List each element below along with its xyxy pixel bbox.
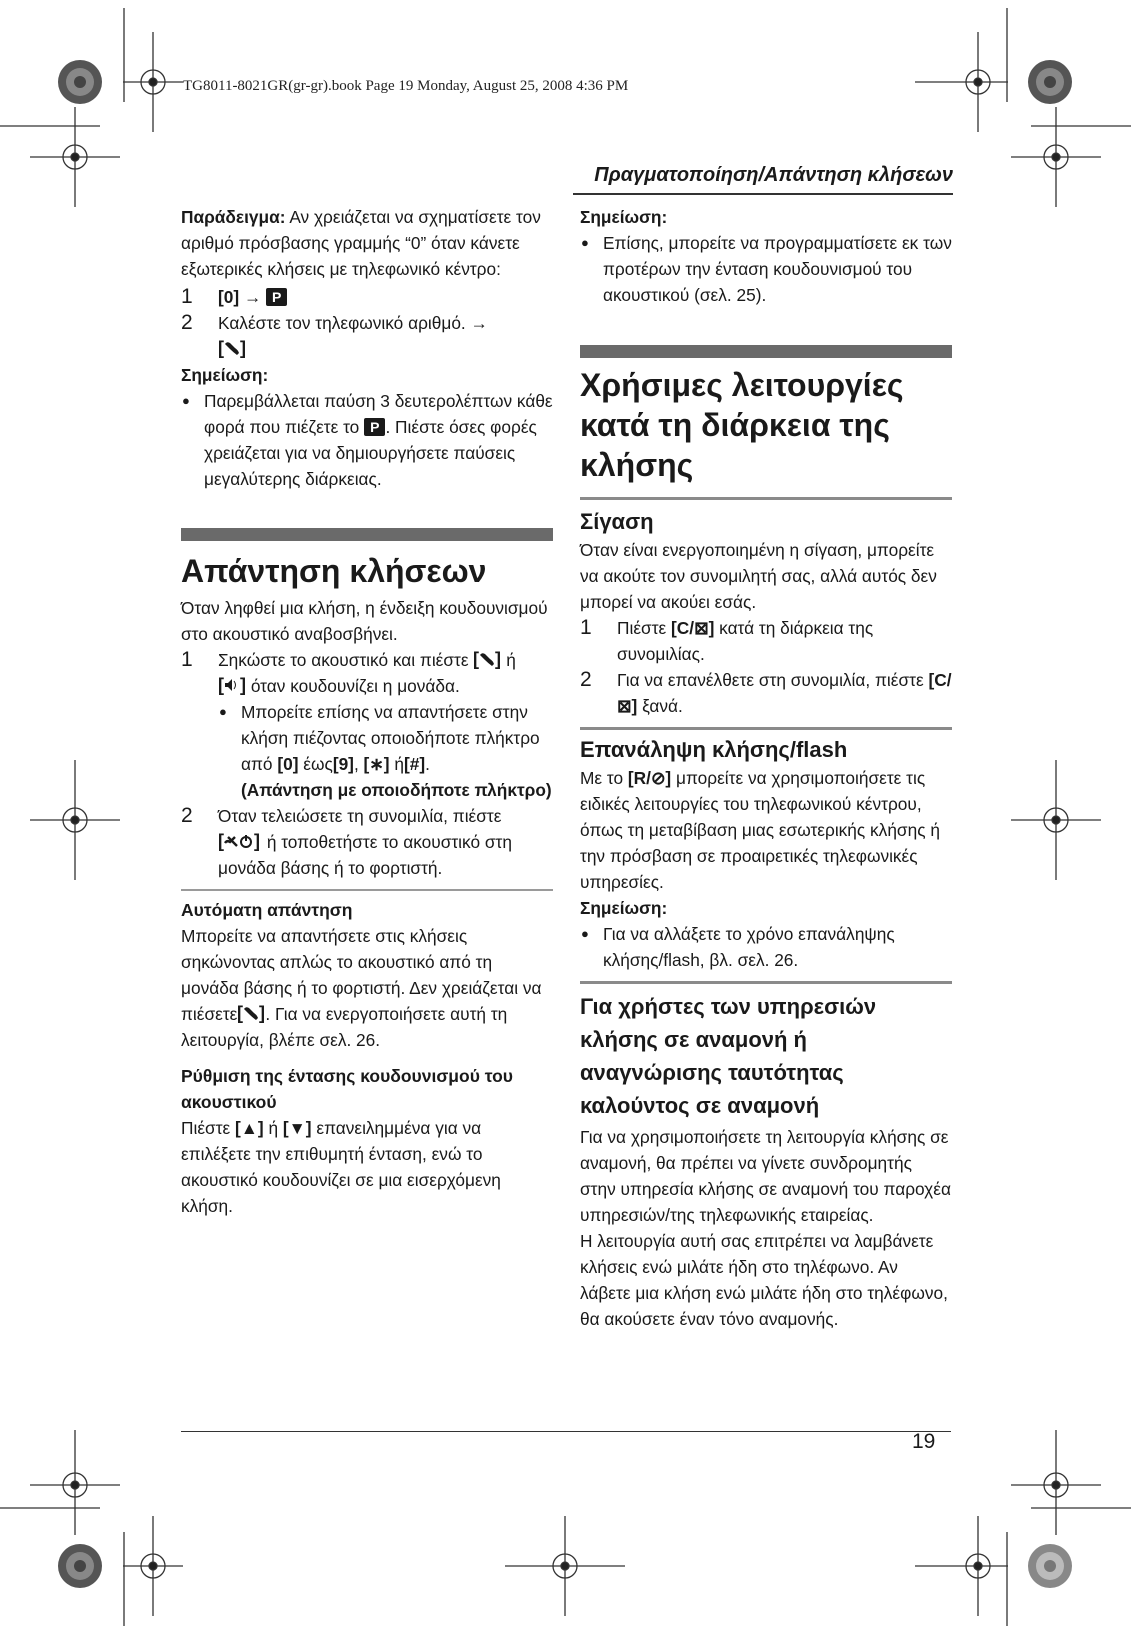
- step-text: Για να επανέλθετε στη συνομιλία, πιέστε: [617, 670, 924, 690]
- call-waiting-title: Για χρήστες των υπηρεσιών κλήσης σε αναμονή ή αναγνώρισης ταυτότητας καλούντος σε αναμονή: [580, 994, 877, 1118]
- section-bar: [181, 528, 553, 541]
- note-bullet: ● Για να αλλάξετε το χρόνο επανάληψης κλήσης/flash, βλ. σελ. 26.: [580, 921, 952, 973]
- crosshair-icon: [505, 1516, 625, 1616]
- speaker-key-icon: [218, 675, 246, 695]
- redial-text: [580, 765, 952, 895]
- auto-text: Μπορείτε να απαντήσετε στις κλήσεις σηκώνοντας απλώς το ακουστικό από τη μονάδα βάσης ή το φορτιστή. Δεν χρειάζεται να πιέσετε: [181, 926, 542, 1024]
- note-label: Σημείωση:: [580, 207, 668, 227]
- svg-text:]: ]: [240, 675, 246, 695]
- answer-step-2: [181, 803, 553, 881]
- any-key-answer-label: (Απάντηση με οποιοδήποτε πλήκτρο): [241, 780, 552, 800]
- note-label: Σημείωση:: [181, 365, 269, 385]
- svg-text:]: ]: [259, 1003, 266, 1023]
- talk-key-icon: [218, 338, 246, 358]
- step-text: Σηκώστε το ακουστικό και πιέστε: [218, 650, 469, 670]
- crosshair-icon: [1011, 760, 1101, 880]
- svg-text:[: [: [218, 831, 224, 851]
- key-star: [∗]: [363, 754, 390, 774]
- mute-intro: Όταν είναι ενεργοποιημένη η σίγαση, μπορείτε να ακούτε τον συνομιλητή σας, αλλά αυτός δεν μπορεί να ακούει εσάς.: [580, 540, 937, 612]
- svg-text:[: [: [218, 675, 224, 695]
- crosshair-icon: [123, 32, 183, 132]
- redial-text-a: Με το: [580, 768, 624, 788]
- example-label: Παράδειγμα:: [181, 207, 286, 227]
- crosshair-icon: [30, 760, 120, 880]
- section-header: Πραγματοποίηση/Απάντηση κλήσεων: [594, 164, 953, 186]
- sub-rule: [580, 981, 952, 984]
- answer-bullet: ● Μπορείτε επίσης να απαντήσετε στην κλήση πιέζοντας οποιοδήποτε πλήκτρο από [0] έως[9], [∗] ή[#]. (Απάντηση με οποιοδήποτε πλήκτρο): [218, 699, 553, 803]
- auto-answer-title: Αυτόματη απάντηση: [181, 900, 353, 920]
- sub-rule: [580, 497, 952, 500]
- step-text: Καλέστε τον τηλεφωνικό αριθμό.: [218, 313, 466, 333]
- right-column: [580, 204, 952, 1332]
- header-rule: [573, 193, 953, 195]
- svg-text:[: [: [473, 649, 480, 669]
- svg-text:[: [: [237, 1003, 244, 1023]
- section-bar: [580, 345, 952, 358]
- crosshair-icon: [915, 32, 1008, 132]
- sub-rule: [580, 727, 952, 730]
- talk-key-icon: [473, 649, 501, 669]
- crosshair-icon: [30, 1430, 120, 1535]
- press-text: Πιέστε: [617, 618, 667, 638]
- off-power-key-icon: [218, 831, 262, 851]
- step-text-2: όταν κουδουνίζει η μονάδα.: [250, 676, 460, 696]
- bullet-text: Μπορείτε επίσης να απαντήσετε στην κλήση πιέζοντας οποιοδήποτε πλήκτρο από: [241, 702, 540, 774]
- color-target-icon: [1028, 60, 1072, 104]
- crosshair-icon: [1011, 107, 1101, 207]
- step-number: 2: [580, 668, 592, 691]
- note-bullet: ● Επίσης, μπορείτε να προγραμματίσετε εκ των προτέρων την ένταση κουδουνισμού του ακουστικού (σελ. 25).: [580, 230, 952, 308]
- key-hash: [#]: [403, 754, 426, 774]
- color-target-icon: [1028, 1544, 1072, 1588]
- redial-title: Επανάληψη κλήσης/flash: [580, 737, 848, 762]
- mute-key: [C/⊠]: [617, 670, 952, 716]
- page-number: 19: [912, 1430, 936, 1453]
- step-number: 2: [181, 804, 193, 827]
- note-label: Σημείωση:: [580, 898, 668, 918]
- mute-key: [C/⊠]: [671, 618, 715, 638]
- arrow: →: [243, 287, 262, 307]
- note-text: Παρεμβάλλεται παύση 3 δευτερολέπτων κάθε φορά που πιέζετε το: [204, 391, 553, 437]
- or-text: ή: [506, 650, 516, 670]
- pause-key: P: [266, 288, 287, 306]
- step-text-2: ή τοποθετήστε το ακουστικό στη μονάδα βάσης ή το φορτιστή.: [218, 832, 512, 878]
- call-waiting-text-1: Για να χρησιμοποιήσετε τη λειτουργία κλήσης σε αναμονή, θα πρέπει να γίνετε συνδρομητής στην υπηρεσία κλήσης σε αναμονή του παροχέα υπηρεσιών/της τηλεφωνικής εταιρείας.: [580, 1127, 951, 1225]
- press-text: Πιέστε: [181, 1118, 231, 1138]
- color-target-icon: [58, 1544, 102, 1588]
- crosshair-icon: [30, 107, 120, 207]
- key-down: [▼]: [282, 1118, 312, 1138]
- svg-text:]: ]: [240, 338, 246, 358]
- left-column: [181, 204, 553, 1219]
- step-text-2: ξανά.: [642, 696, 683, 716]
- color-target-icon: [58, 60, 102, 104]
- example-step-1: [181, 284, 553, 310]
- call-waiting-text-2: Η λειτουργία αυτή σας επιτρέπει να λαμβάνετε κλήσεις ενώ μιλάτε ήδη στο τηλέφωνο. Αν λάβετε μια κλήση ενώ μιλάτε ήδη στο τηλέφωνο, θα ακούσετε έναν τόνο αναμονής.: [580, 1231, 948, 1329]
- ring-volume-text: [181, 1115, 553, 1219]
- step-number: 2: [181, 311, 193, 334]
- talk-key-icon: [237, 1003, 265, 1023]
- key-0: [0]: [277, 754, 299, 774]
- redial-text-b: μπορείτε να χρησιμοποιήσετε τις ειδικές λειτουργίες του τηλεφωνικού κέντρου, όπως τη μεταβίβαση μιας εσωτερικής κλήσης ή την πρόσβαση σε προαιρετικές τηλεφωνικές υπηρεσίες.: [580, 768, 940, 892]
- or-text: ή: [394, 754, 404, 774]
- redial-key: [R/⊘]: [627, 768, 672, 788]
- sub-rule: [181, 889, 553, 891]
- key-up: [▲]: [235, 1118, 264, 1138]
- arrow: →: [470, 313, 488, 333]
- crosshair-icon: [123, 1516, 183, 1616]
- step-text: κατά τη διάρκεια της συνομιλίας.: [617, 618, 874, 664]
- step-text: Όταν τελειώσετε τη συνομιλία, πιέστε: [218, 806, 502, 826]
- or-text: ή: [268, 1118, 279, 1138]
- svg-text:]: ]: [495, 649, 502, 669]
- example-paragraph: [181, 204, 553, 282]
- auto-text-2: . Για να ενεργοποιήσετε αυτή τη λειτουργία, βλέπε σελ. 26.: [181, 1004, 508, 1050]
- answer-title: Απάντηση κλήσεων: [181, 553, 487, 589]
- ring-text: επανειλημμένα για να επιλέξετε την επιθυμητή ένταση, ενώ το ακουστικό κουδουνίζει σε μια εισερχόμενη κλήση.: [181, 1118, 501, 1216]
- auto-answer-text: [181, 923, 553, 1053]
- note-text-2: . Πιέστε όσες φορές χρειάζεται για να δημιουργήσετε παύσεις μεγαλύτερης διάρκειας.: [204, 417, 537, 489]
- example-step-2: [181, 310, 553, 362]
- footer-rule: [181, 1431, 951, 1432]
- key-0: [0]: [218, 287, 240, 307]
- ring-volume-title: Ρύθμιση της έντασης κουδουνισμού του ακουστικού: [181, 1066, 513, 1112]
- pause-key: P: [364, 418, 385, 436]
- step-number: 1: [181, 285, 193, 308]
- note-bullet: [181, 388, 553, 492]
- book-info-line: TG8011-8021GR(gr-gr).book Page 19 Monday, August 25, 2008 4:36 PM: [183, 78, 629, 94]
- mute-step-1: [580, 615, 952, 667]
- crosshair-icon: [1011, 1430, 1101, 1535]
- answer-step-1: [181, 647, 553, 699]
- svg-text:[: [: [218, 338, 224, 358]
- mute-title: Σίγαση: [580, 509, 654, 534]
- step-number: 1: [580, 616, 592, 639]
- useful-title: Χρήσιμες λειτουργίες κατά τη διάρκεια της κλήσης: [580, 367, 904, 483]
- key-9: [9]: [332, 754, 354, 774]
- step-number: 1: [181, 648, 193, 671]
- crosshair-icon: [915, 1516, 1008, 1616]
- answer-intro: Όταν ληφθεί μια κλήση, η ένδειξη κουδουνισμού στο ακουστικό αναβοσβήνει.: [181, 598, 548, 644]
- until-text: έως: [303, 754, 333, 774]
- mute-step-2: [580, 667, 952, 719]
- example-text: Αν χρειάζεται να σχηματίσετε τον αριθμό πρόσβασης γραμμής “0” όταν κάνετε εξωτερικές κλήσεις με τηλεφωνικό κέντρο:: [181, 207, 541, 279]
- svg-text:]: ]: [254, 831, 260, 851]
